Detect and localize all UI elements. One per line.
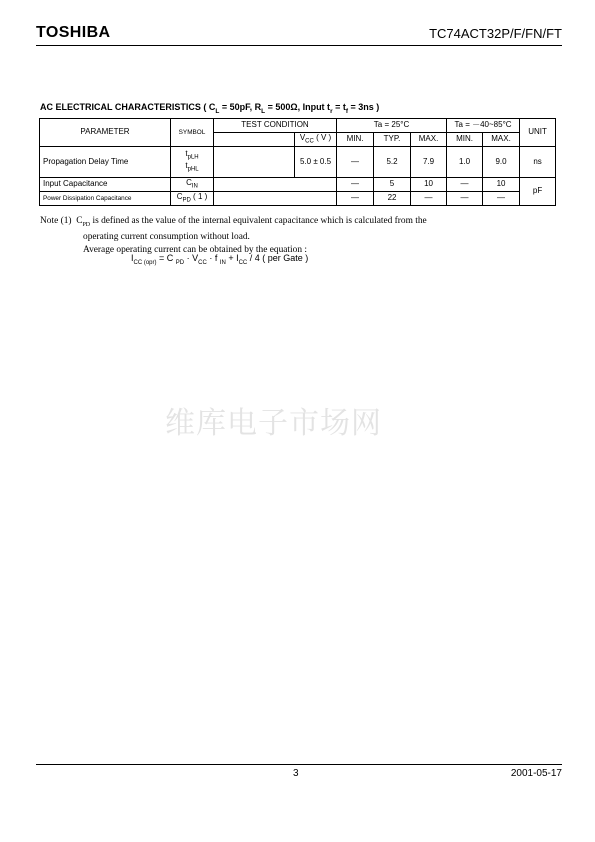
typ-value: 22 xyxy=(374,192,411,206)
header-test-condition: TEST CONDITION xyxy=(214,119,337,133)
page-number: 3 xyxy=(293,768,299,779)
test-condition-cell xyxy=(214,192,337,206)
min-value: — xyxy=(337,178,374,192)
header-typ: TYP. xyxy=(374,133,411,147)
section-title: AC ELECTRICAL CHARACTERISTICS ( $C_L = 50pF$, $R_L = 500\Omega$, Input $t_r = t_f = 3ns$ ) xyxy=(40,102,380,115)
table-row xyxy=(40,147,556,178)
max2-value: 9.0 xyxy=(483,147,520,178)
header-blank xyxy=(214,133,295,147)
max2-value: — xyxy=(483,192,520,206)
header-min: MIN. xyxy=(337,133,374,147)
param-power-dissipation-capacitance: Power Dissipation Capacitance xyxy=(40,192,171,206)
header-parameter: PARAMETER xyxy=(40,119,171,147)
symbol-cpd: $C_{PD}$ ( 1 ) xyxy=(171,192,214,206)
param-propagation-delay: Propagation Delay Time xyxy=(40,147,171,178)
note-line-1: Note (1) $C_{PD}$ is defined as the value of the internal equivalent capacitance which is calculated from the xyxy=(40,216,427,228)
current-equation: $I_{CC (opr)} = C$ $_{PD} \cdot V_{CC} \cdot f$ $_{IN} + I_{CC} / 4$ ( per Gate ) xyxy=(131,253,309,266)
table-row xyxy=(40,178,556,192)
header-unit: UNIT xyxy=(520,119,556,147)
vcc-value: 5.0 ± 0.5 xyxy=(295,147,337,178)
symbol-tplh-tphl: $t_{pLH}$ $t_{pHL}$ xyxy=(171,147,214,178)
symbol-cin: $C_{IN}$ xyxy=(171,178,214,192)
test-condition-cell xyxy=(214,178,337,192)
typ-value: 5.2 xyxy=(374,147,411,178)
test-condition-cell xyxy=(214,147,295,178)
note-block xyxy=(40,215,427,256)
header-max2: MAX. xyxy=(483,133,520,147)
header-ta-range: Ta = －40~85°C xyxy=(447,119,520,133)
watermark: 维库电子市场网 xyxy=(165,406,382,441)
typ-value: 5 xyxy=(374,178,411,192)
min2-value: — xyxy=(447,178,483,192)
header-min2: MIN. xyxy=(447,133,483,147)
header-rule xyxy=(36,45,562,46)
min-value: — xyxy=(337,147,374,178)
toshiba-logo: TOSHIBA xyxy=(36,24,111,41)
header-ta25: Ta = 25°C xyxy=(337,119,447,133)
header-symbol: SYMBOL xyxy=(171,119,214,147)
note-line-3: Average operating current can be obtained by the equation : xyxy=(83,244,307,255)
ac-characteristics-table xyxy=(39,118,556,206)
footer-date: 2001-05-17 xyxy=(510,768,562,779)
min2-value: — xyxy=(447,192,483,206)
unit-ns: ns xyxy=(520,147,556,178)
header-max: MAX. xyxy=(411,133,447,147)
table-row xyxy=(40,192,556,206)
min-value: — xyxy=(337,192,374,206)
param-input-capacitance: Input Capacitance xyxy=(40,178,171,192)
max-value: 7.9 xyxy=(411,147,447,178)
footer-rule xyxy=(36,764,562,765)
min2-value: 1.0 xyxy=(447,147,483,178)
unit-pf: pF xyxy=(520,178,556,206)
max-value: — xyxy=(411,192,447,206)
part-number: TC74ACT32P/F/FN/FT xyxy=(429,26,562,41)
note-line-2: operating current consumption without load. xyxy=(83,232,250,243)
max2-value: 10 xyxy=(483,178,520,192)
header-vcc: $V_{CC}$ ( V ) xyxy=(295,133,337,147)
max-value: 10 xyxy=(411,178,447,192)
